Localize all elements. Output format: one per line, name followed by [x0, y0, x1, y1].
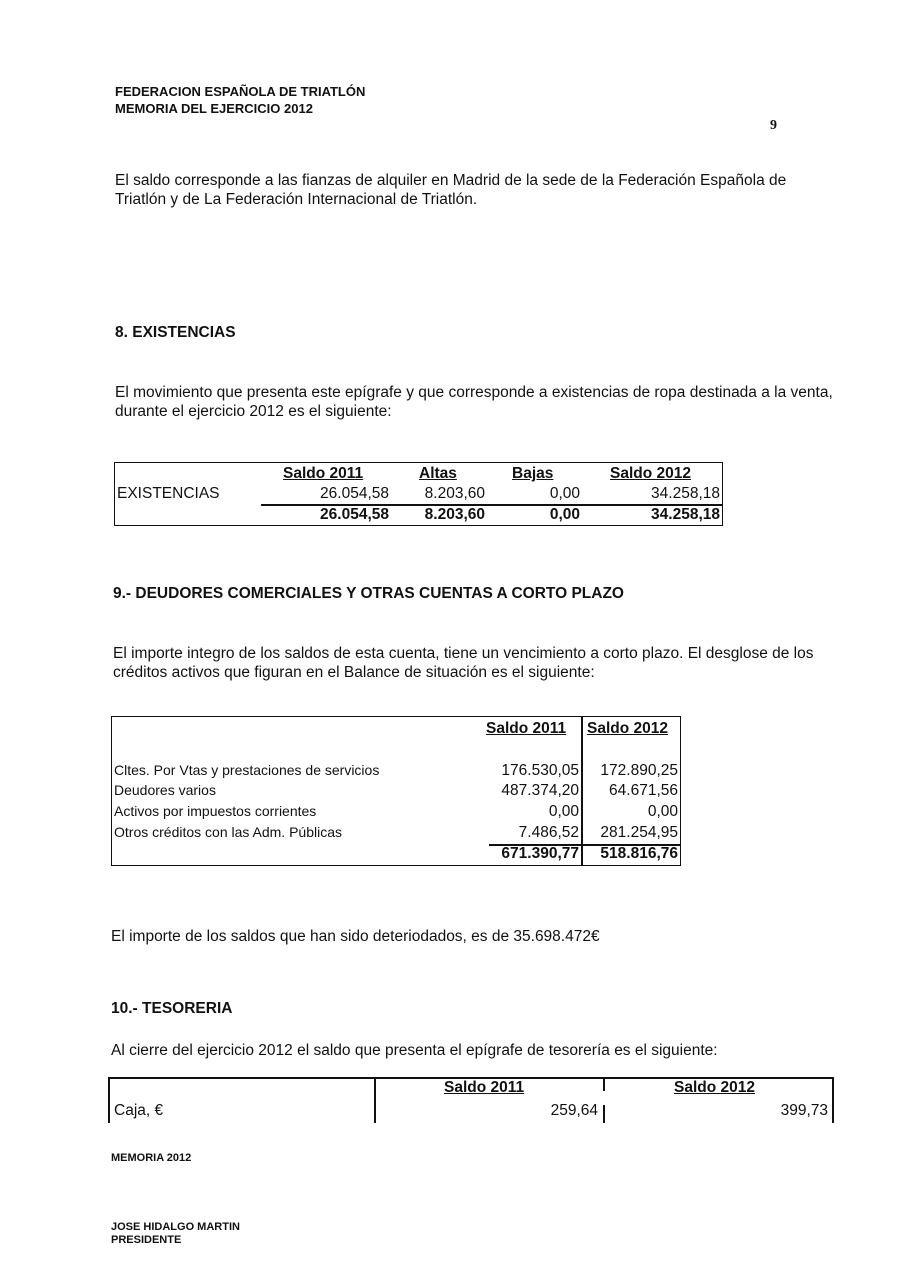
column-divider [603, 1077, 605, 1091]
deterioro-paragraph: El importe de los saldos que han sido deteriodados, es de 35.698.472€ [111, 928, 600, 945]
total-value: 0,00 [549, 506, 580, 523]
cell-value: 487.374,20 [501, 782, 579, 799]
cell-value: 281.254,95 [600, 824, 678, 841]
tesoreria-table [108, 1077, 833, 1123]
col-header-saldo-2011: Saldo 2011 [486, 720, 567, 737]
signer-name: JOSE HIDALGO MARTIN [111, 1221, 240, 1233]
cell-value: 176.530,05 [501, 762, 579, 779]
section-10-paragraph: Al cierre del ejercicio 2012 el saldo que presenta el epígrafe de tesorería es el siguiente: [111, 1042, 718, 1059]
row-label: EXISTENCIAS [117, 485, 220, 502]
existencias-table [114, 462, 723, 526]
cell-value: 172.890,25 [600, 762, 678, 779]
signer-role: PRESIDENTE [111, 1234, 182, 1246]
footer-memoria: MEMORIA 2012 [111, 1152, 192, 1164]
document-header [115, 83, 365, 117]
header-organization: FEDERACION ESPAÑOLA DE TRIATLÓN [115, 84, 366, 99]
cell-value: 8.203,60 [424, 485, 485, 502]
column-divider [603, 1105, 605, 1123]
col-header-bajas: Bajas [512, 465, 554, 482]
cell-value: 0,00 [647, 803, 678, 820]
total-value: 8.203,60 [424, 506, 485, 523]
row-label: Activos por impuestos corrientes [114, 803, 317, 819]
cell-value: 26.054,58 [320, 485, 389, 502]
col-header-saldo-2012: Saldo 2012 [610, 465, 691, 482]
cell-value: 34.258,18 [651, 485, 720, 502]
deudores-table [111, 716, 681, 866]
column-divider [374, 1077, 376, 1123]
cell-value: 399,73 [780, 1102, 828, 1119]
section-8-title: 8. EXISTENCIAS [115, 324, 236, 341]
section-10-title: 10.- TESORERIA [111, 1000, 233, 1017]
cell-value: 7.486,52 [518, 824, 579, 841]
col-header-saldo-2012: Saldo 2012 [674, 1079, 755, 1096]
table-left-border [108, 1077, 110, 1123]
total-value: 26.054,58 [320, 506, 389, 523]
col-header-saldo-2011: Saldo 2011 [444, 1079, 525, 1096]
total-value: 671.390,77 [501, 845, 579, 862]
total-value: 34.258,18 [651, 506, 720, 523]
cell-value: 259,64 [550, 1102, 598, 1119]
page-number: 9 [770, 118, 777, 133]
row-label: Caja, € [114, 1102, 164, 1119]
header-subtitle: MEMORIA DEL EJERCICIO 2012 [115, 101, 313, 116]
table-right-border [832, 1077, 834, 1123]
section-8-paragraph: El movimiento que presenta este epígrafe y que corresponde a existencias de ropa destinada a la venta, durante el ejercicio 2012 es el siguiente: [115, 384, 833, 420]
total-value: 518.816,76 [600, 845, 678, 862]
cell-value: 0,00 [549, 485, 580, 502]
cell-value: 64.671,56 [609, 782, 678, 799]
col-header-saldo-2011: Saldo 2011 [283, 465, 364, 482]
section-9-title: 9.- DEUDORES COMERCIALES Y OTRAS CUENTAS A CORTO PLAZO [113, 585, 624, 602]
row-label: Deudores varios [114, 782, 216, 798]
row-label: Otros créditos con las Adm. Públicas [114, 824, 342, 840]
footer-signature [111, 1221, 240, 1247]
intro-paragraph: El saldo corresponde a las fianzas de alquiler en Madrid de la sede de la Federación Española de Triatlón y de La Federación Internacional de Triatlón. [115, 172, 787, 208]
col-header-altas: Altas [419, 465, 457, 482]
cell-value: 0,00 [548, 803, 579, 820]
section-9-paragraph: El importe integro de los saldos de esta cuenta, tiene un vencimiento a corto plazo. El desglose de los créditos activos que figuran en el Balance de situación es el siguiente: [113, 645, 814, 681]
col-header-saldo-2012: Saldo 2012 [587, 720, 668, 737]
row-label: Cltes. Por Vtas y prestaciones de servicios [114, 762, 380, 778]
